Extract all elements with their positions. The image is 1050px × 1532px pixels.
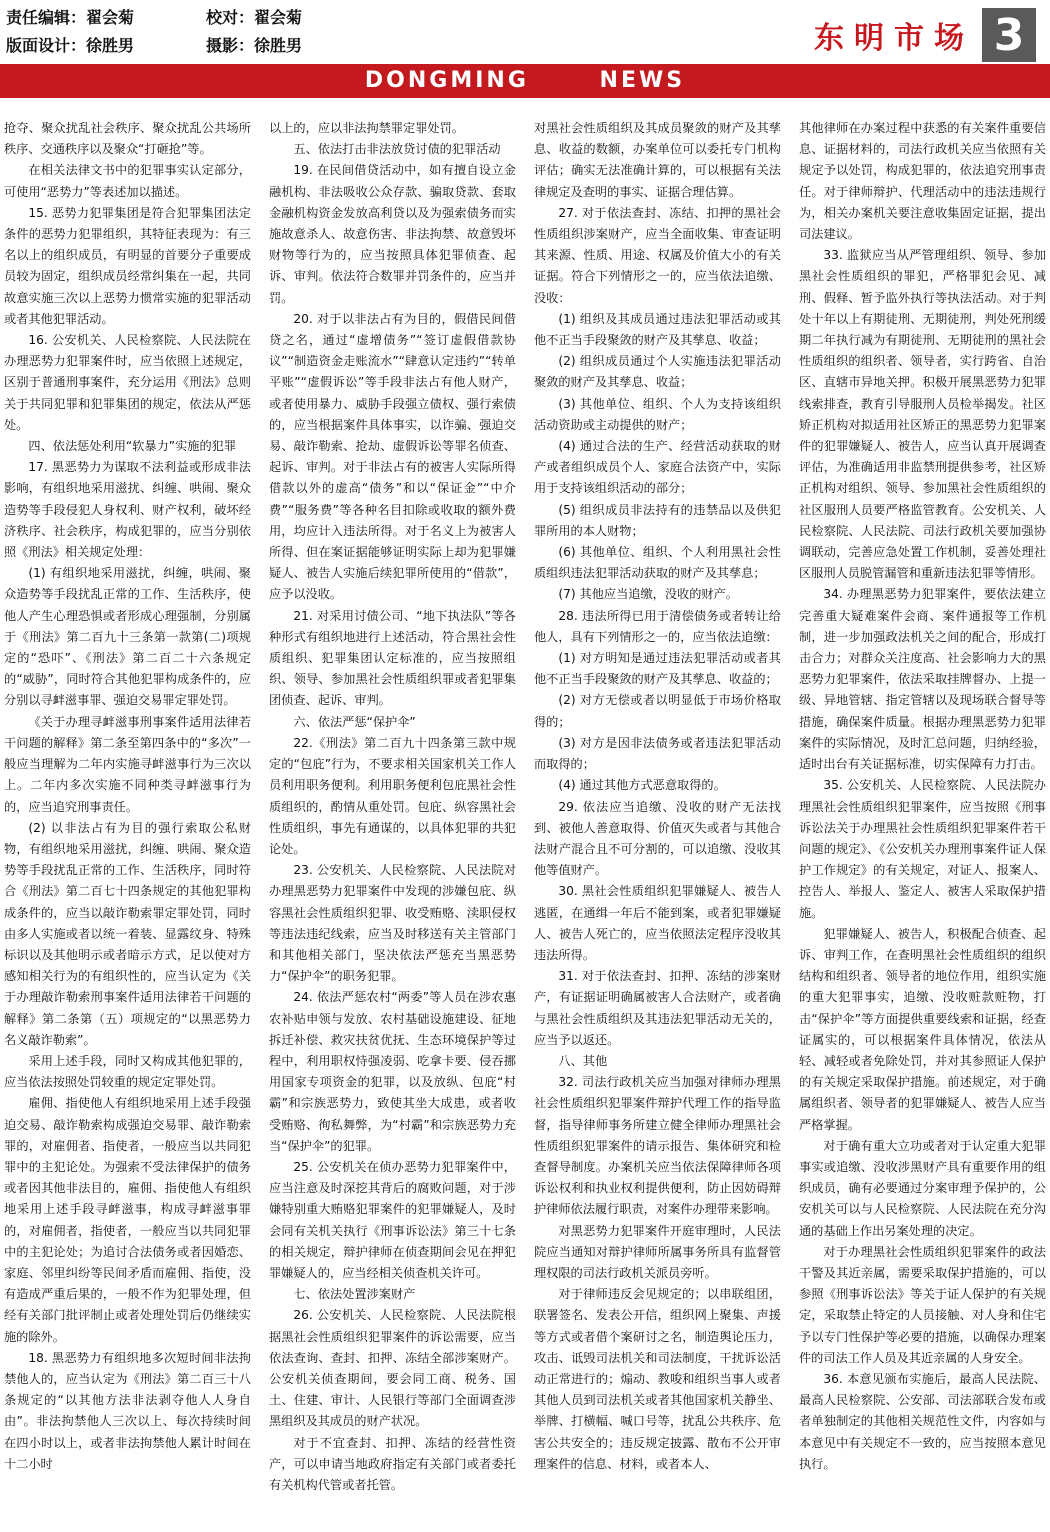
- paragraph: 对于确有重大立功或者对于认定重大犯罪事实或追缴、没收涉黑财产具有重要作用的组织成员，确有必要通过分案审理予保护的，公安机关可以与人民检察院、人民法院在充分沟通的基础上作出另案处理的决定。: [799, 1138, 1046, 1238]
- paragraph: (1) 组织及其成员通过违法犯罪活动或其他不正当手段聚敛的财产及其孳息、收益；: [534, 311, 781, 348]
- paragraph: 对黑社会性质组织及其成员聚敛的财产及其孳息、收益的数额，办案单位可以委托专门机构评估；确实无法准确计算的，可以根据有关法律规定及查明的事实、证据合理估算。: [534, 121, 781, 199]
- paragraph: 34. 办理黑恶势力犯罪案件，要依法建立完善重大疑难案件会商、案件通报等工作机制，进一步加强政法机关之间的配合，形成打击合力；对群众关注度高、社会影响力大的黑恶势力犯罪案件，依法采取挂牌督办、上提一级、异地管辖、指定管辖以及现场联合督导等措施，确保案件质量。根据办理黑恶势力犯罪案件的实际情况，及时汇总问题，归纳经验，适时出台有关证据标准，切实保障有力打击。: [799, 587, 1046, 772]
- paragraph: 犯罪嫌疑人、被告人，积极配合侦查、起诉、审判工作，在查明黑社会性质组织的组织结构和组织者、领导者的地位作用，组织实施的重大犯罪事实，追缴、没收赃款赃物，打击“保护伞”等方面提供重要线索和证据，经查证属实的，可以根据案件具体情况，依法从轻、减轻或者免除处罚，并对其参照证人保护的有关规定采取保护措施。前述规定，对于确属组织者、领导者的犯罪嫌疑人、被告人应当严格掌握。: [799, 926, 1046, 1132]
- banner-right-text: NEWS: [599, 68, 686, 93]
- paragraph: 对于律师违反会见规定的；以串联组团，联署签名、发表公开信，组织网上聚集、声援等方式或者借个案研讨之名，制造舆论压力，攻击、诋毁司法机关和司法制度，干扰诉讼活动正常进行的；煽动、教唆和组织当事人或者其他人员到司法机关或者其他国家机关静坐、举牌、打横幅、喊口号等，扰乱公共秩序、危害公共安全的；违反规定披露、散布不公开审理案件的信息、材料，或者本人、: [534, 1287, 781, 1471]
- paragraph: 31. 对于依法查封、扣押、冻结的涉案财产，有证据证明确属被害人合法财产，或者确与黑社会性质组织及其违法犯罪活动无关的，应当予以返还。: [534, 969, 781, 1047]
- article-column-1: [4, 118, 251, 1528]
- paragraph: 20. 对于以非法占有为目的，假借民间借贷之名，通过“虚增债务”“签订虚假借款协议”“制造资金走账流水”“肆意认定违约”“转单平账”“虚假诉讼”等手段非法占有他人财产，或者使用暴力、威胁手段强立债权、强行索债的，应当根据案件具体事实，以诈骗、强迫交易、敲诈勒索、抢劫、虚假诉讼等罪名侦查、起诉、审判。对于非法占有的被害人实际所得借款以外的虚高“债务”和以“保证金”“中介费”“服务费”等各种名目扣除或收取的额外费用，均应计入违法所得。对于名义上为被害人所得、但在案证据能够证明实际上却为犯罪嫌疑人、被告人实施后续犯罪所使用的“借款”，应予以没收。: [269, 311, 516, 602]
- masthead: [814, 8, 1036, 62]
- paragraph: 18. 黑恶势力有组织地多次短时间非法拘禁他人的，应当认定为《刑法》第二百三十八条规定的“以其他方法非法剥夺他人人身自由”。非法拘禁他人三次以上、每次持续时间在四小时以上，或者非法拘禁他人累计时间在十二小时: [4, 1350, 251, 1471]
- credits-row-2: [6, 32, 446, 60]
- photographer-credit: 摄影：徐胜男: [206, 36, 303, 55]
- paragraph: 33. 监狱应当从严管理组织、领导、参加黑社会性质组织的罪犯，严格罪犯会见、减刑、假释、暂予监外执行等执法活动。对于判处十年以上有期徒刑、无期徒刑，判处死刑缓期二年执行减为有期徒刑、无期徒刑的黑社会性质组织的组织者、领导者，实行跨省、自治区、直辖市异地关押。积极开展黑恶势力犯罪线索排查，教育引导服刑人员检举揭发。社区矫正机构对拟适用社区矫正的黑恶势力犯罪案件的犯罪嫌疑人、被告人，应当认真开展调查评估，为准确适用非监禁刑提供参考，社区矫正机构对组织、领导、参加黑社会性质组织的社区服刑人员要严格监管教育。公安机关、人民检察院、人民法院、司法行政机关要加强协调联动，完善应急处置工作机制，妥善处理社区服刑人员脱管漏管和重新违法犯罪等情形。: [799, 248, 1046, 581]
- credits: [6, 4, 446, 60]
- paragraph: 21. 对采用讨债公司、“地下执法队”等各种形式有组织地进行上述活动，符合黑社会性质组织、犯罪集团认定标准的，应当按照组织、领导、参加黑社会性质组织罪或者犯罪集团侦查、起诉、审判。: [269, 608, 516, 708]
- paragraph: 29. 依法应当追缴、没收的财产无法找到、被他人善意取得、价值灭失或者与其他合法财产混合且不可分割的，可以追缴、没收其他等值财产。: [534, 799, 781, 878]
- paragraph: 17. 黑恶势力为谋取不法利益或形成非法影响，有组织地采用滋扰、纠缠、哄闹、聚众造势等手段侵犯人身权利、财产权利，破坏经济秩序、社会秩序，构成犯罪的，应当分别依照《刑法》相关规定处理：: [4, 460, 251, 560]
- paragraph: 25. 公安机关在侦办恶势力犯罪案件中，应当注意及时深挖其背后的腐败问题，对于涉嫌特别重大贿赂犯罪案件的犯罪嫌疑人，及时会同有关机关执行《刑事诉讼法》第三十七条的相关规定，辩护律师在侦查期间会见在押犯罪嫌疑人的，应当经相关侦查机关许可。: [269, 1159, 516, 1280]
- paragraph: 以上的，应以非法拘禁罪定罪处罚。: [269, 121, 464, 135]
- article-column-4: [799, 118, 1046, 1528]
- paragraph: (2) 以非法占有为目的强行索取公私财物，有组织地采用滋扰，纠缠、哄闹、聚众造势等手段扰乱正常的工作、生活秩序，同时符合《刑法》第二百七十四条规定的其他犯罪构成条件的，应当以敲诈勒索罪定罪处罚，同时由多人实施或者以统一着装、显露纹身、特殊标识以及其他明示或者暗示方式，足以使对方感知相关行为的有组织性的，应当认定为《关于办理敲诈勒索刑事案件适用法律若干问题的解释》第二条第（五）项规定的“以黑恶势力名义敲诈勒索”。: [4, 820, 251, 1047]
- paragraph: 采用上述手段，同时又构成其他犯罪的，应当依法按照处罚较重的规定定罪处罚。: [4, 1053, 251, 1090]
- paragraph: 五、依法打击非法放贷讨债的犯罪活动: [293, 142, 501, 157]
- paragraph: (3) 其他单位、组织、个人为支持该组织活动资助或主动提供的财产；: [534, 396, 781, 432]
- paragraph: (2) 对方无偿或者以明显低于市场价格取得的；: [534, 693, 781, 729]
- paragraph: (5) 组织成员非法持有的违禁品以及供犯罪所用的本人财物；: [534, 502, 781, 538]
- paragraph: (4) 通过合法的生产、经营活动获取的财产或者组织成员个人、家庭合法资产中，实际用于支持该组织活动的部分；: [534, 439, 781, 496]
- paragraph: 抢夺、聚众扰乱社会秩序、聚众扰乱公共场所秩序、交通秩序以及聚众“打砸抢”等。: [4, 121, 251, 157]
- paragraph: 22.《刑法》第二百九十四条第三款中规定的“包庇”行为，不要求相关国家机关工作人员利用职务便利。利用职务便利包庇黑社会性质组织的，酌情从重处罚。包庇、纵容黑社会性质组织，事先有通谋的，以具体犯罪的共犯论处。: [269, 735, 516, 856]
- proofreader-credit: 校对：翟会菊: [206, 8, 303, 27]
- paragraph: 23. 公安机关、人民检察院、人民法院对办理黑恶势力犯罪案件中发现的涉嫌包庇、纵容黑社会性质组织犯罪、收受贿赂、渎职侵权等违法违纪线索，应当及时移送有关主管部门和其他相关部门，坚决依法严惩充当黑恶势力“保护伞”的职务犯罪。: [269, 863, 516, 984]
- paragraph: 26. 公安机关、人民检察院、人民法院根据黑社会性质组织犯罪案件的诉讼需要，应当依法查询、查封、扣押、冻结全部涉案财产。公安机关侦查期间，要会同工商、税务、国土、住建、审计、人民银行等部门全面调查涉黑组织及其成员的财产状况。: [269, 1308, 516, 1429]
- paragraph: (1) 对方明知是通过违法犯罪活动或者其他不正当手段聚敛的财产及其孳息、收益的；: [534, 651, 781, 687]
- paragraph: 七、依法处置涉案财产: [293, 1287, 416, 1302]
- paragraph: 36. 本意见颁布实施后，最高人民法院、最高人民检察院、公安部、司法部联合发布或者单独制定的其他相关规范性文件，内容如与本意见中有关规定不一致的，应当按照本意见执行。: [799, 1371, 1046, 1471]
- paragraph: (1) 有组织地采用滋扰，纠缠，哄闹、聚众造势等手段扰乱正常的工作、生活秩序，使他人产生心理恐惧或者形成心理强制，分别属于《刑法》第二百九十三条第一款第(二)项规定的“恐吓”、《刑法》第二百二十六条规定的“威胁”，同时符合其他犯罪构成条件的，应分别以寻衅滋事罪、强迫交易罪定罪处罚。: [4, 566, 251, 708]
- paragraph: 35. 公安机关、人民检察院、人民法院办理黑社会性质组织犯罪案件，应当按照《刑事诉讼法关于办理黑社会性质组织犯罪案件若干问题的规定》、《公安机关办理刑事案件证人保护工作规定》的有关规定，对证人、报案人、控告人、举报人、鉴定人、被害人采取保护措施。: [799, 778, 1046, 920]
- paragraph: 30. 黑社会性质组织犯罪嫌疑人、被告人逃匿，在通缉一年后不能到案，或者犯罪嫌疑人、被告人死亡的，应当依照法定程序没收其违法所得。: [534, 884, 781, 962]
- page-number-badge: 3: [982, 8, 1036, 62]
- article-column-2: [269, 118, 516, 1528]
- paragraph: 八、其他: [558, 1053, 608, 1068]
- designer-credit: 版面设计：徐胜男: [6, 36, 135, 55]
- paragraph: 32. 司法行政机关应当加强对律师办理黑社会性质组织犯罪案件辩护代理工作的指导监督，指导律师事务所建立健全律师办理黑社会性质组织犯罪案件的请示报告、集体研究和检查督导制度。办案机关应当依法保障律师各项诉讼权利和执业权利提供便利，防止因妨碍辩护律师依法履行职责，对案件办理带来影响。: [534, 1075, 781, 1217]
- paragraph: 15. 恶势力犯罪集团是符合犯罪集团法定条件的恶势力犯罪组织，其特征表现为：有三名以上的组织成员，有明显的首要分子重要成员较为固定，组织成员经常纠集在一起，共同故意实施三次以上恶势力惯常实施的犯罪活动或者其他犯罪活动。: [4, 205, 251, 326]
- paragraph: 《关于办理寻衅滋事刑事案件适用法律若干问题的解释》第二条至第四条中的“多次”一般应当理解为二年内实施寻衅滋事行为三次以上。二年内多次实施不同种类寻衅滋事行为的，应当追究刑事责任。: [4, 714, 251, 814]
- paragraph: 其他律师在办案过程中获悉的有关案件重要信息、证据材料的，司法行政机关应当依照有关规定予以处罚，构成犯罪的，依法追究刑事责任。对于律师辩护、代理活动中的违法违规行为，相关办案机关要注意收集固定证据，提出司法建议。: [799, 121, 1046, 242]
- news-banner: [0, 64, 1050, 98]
- credits-row-1: [6, 4, 446, 32]
- paragraph: 六、依法严惩“保护伞”: [293, 714, 416, 729]
- paragraph: (7) 其他应当追缴，没收的财产。: [558, 587, 738, 602]
- banner-left-text: DONGMING: [364, 68, 529, 93]
- paragraph: 雇佣、指使他人有组织地采用上述手段强迫交易、敲诈勒索构成强迫交易罪、敲诈勒索罪的，对雇佣者、指使者，一般应当以共同犯罪中的主犯论处。为强索不受法律保护的债务或者因其他非法目的，雇佣、指使他人有组织地采用上述手段寻衅滋事，构成寻衅滋事罪的，对雇佣者，指使者，一般应当以共同犯罪中的主犯论处；为追讨合法债务或者因婚恋、家庭、邻里纠纷等民间矛盾而雇佣、指使，没有造成严重后果的，一般不作为犯罪处理，但经有关部门批评制止或者处理处罚后仍继续实施的除外。: [4, 1096, 251, 1344]
- paragraph: 对黑恶势力犯罪案件开庭审理时，人民法院应当通知对辩护律师所属事务所具有监督管理权限的司法行政机关派员旁听。: [534, 1223, 781, 1280]
- paragraph: 27. 对于依法查封、冻结、扣押的黑社会性质组织涉案财产，应当全面收集、审查证明其来源、性质、用途、权属及价值大小的有关证据。符合下列情形之一的，应当依法追缴、没收：: [534, 205, 781, 305]
- paragraph: (3) 对方是因非法债务或者违法犯罪活动而取得的；: [534, 735, 781, 772]
- paragraph: 四、依法惩处利用“软暴力”实施的犯罪: [28, 439, 237, 454]
- masthead-title: 东明市场: [814, 21, 974, 56]
- paragraph: 19. 在民间借贷活动中，如有擅自设立金融机构、非法吸收公众存款、骗取贷款、套取金融机构资金发放高利贷以及为强索债务而实施故意杀人、故意伤害、非法拘禁、故意毁坏财物等行为的，应当按照具体犯罪侦查、起诉、审判。依法符合数罪并罚条件的，应当并罚。: [269, 163, 516, 305]
- paragraph: (2) 组织成员通过个人实施违法犯罪活动聚敛的财产及其孳息、收益；: [534, 354, 781, 390]
- article-column-3: [534, 118, 781, 1528]
- paragraph: 在相关法律文书中的犯罪事实认定部分，可使用“恶势力”等表述加以描述。: [4, 163, 251, 199]
- editor-credit: 责任编辑：翟会菊: [6, 8, 135, 27]
- paragraph: 对于办理黑社会性质组织犯罪案件的政法干警及其近亲属，需要采取保护措施的，可以参照《刑事诉讼法》等关于证人保护的有关规定，采取禁止特定的人员接触、对人身和住宅予以专门性保护等必要的措施，以确保办理案件的司法工作人员及其近亲属的人身安全。: [799, 1244, 1046, 1365]
- paragraph: 24. 依法严惩农村“两委”等人员在涉农惠农补贴申领与发放、农村基础设施建设、征地拆迁补偿、救灾扶贫优抚、生态环境保护等过程中，利用职权恃强凌弱、吃拿卡要、侵吞挪用国家专项资金的犯罪，以及放纵、包庇“村霸”和宗族恶势力，致使其坐大成患，或者收受贿赂、徇私舞弊，为“村霸”和宗族恶势力充当“保护伞”的犯罪。: [269, 990, 516, 1153]
- paragraph: 28. 违法所得已用于清偿债务或者转让给他人，具有下列情形之一的，应当依法追缴：: [534, 608, 781, 644]
- paragraph: 16. 公安机关、人民检察院、人民法院在办理恶势力犯罪案件时，应当依照上述规定，区别于普通刑事案件，充分运用《刑法》总则关于共同犯罪和犯罪集团的规定，依法从严惩处。: [4, 333, 251, 432]
- paragraph: (4) 通过其他方式恶意取得的。: [558, 778, 726, 793]
- paragraph: 对于不宜查封、扣押、冻结的经营性资产，可以申请当地政府指定有关部门或者委托有关机构代管或者托管。: [269, 1435, 516, 1492]
- article-columns: [4, 118, 1046, 1528]
- paragraph: (6) 其他单位、组织、个人利用黑社会性质组织违法犯罪活动获取的财产及其孳息；: [534, 545, 781, 581]
